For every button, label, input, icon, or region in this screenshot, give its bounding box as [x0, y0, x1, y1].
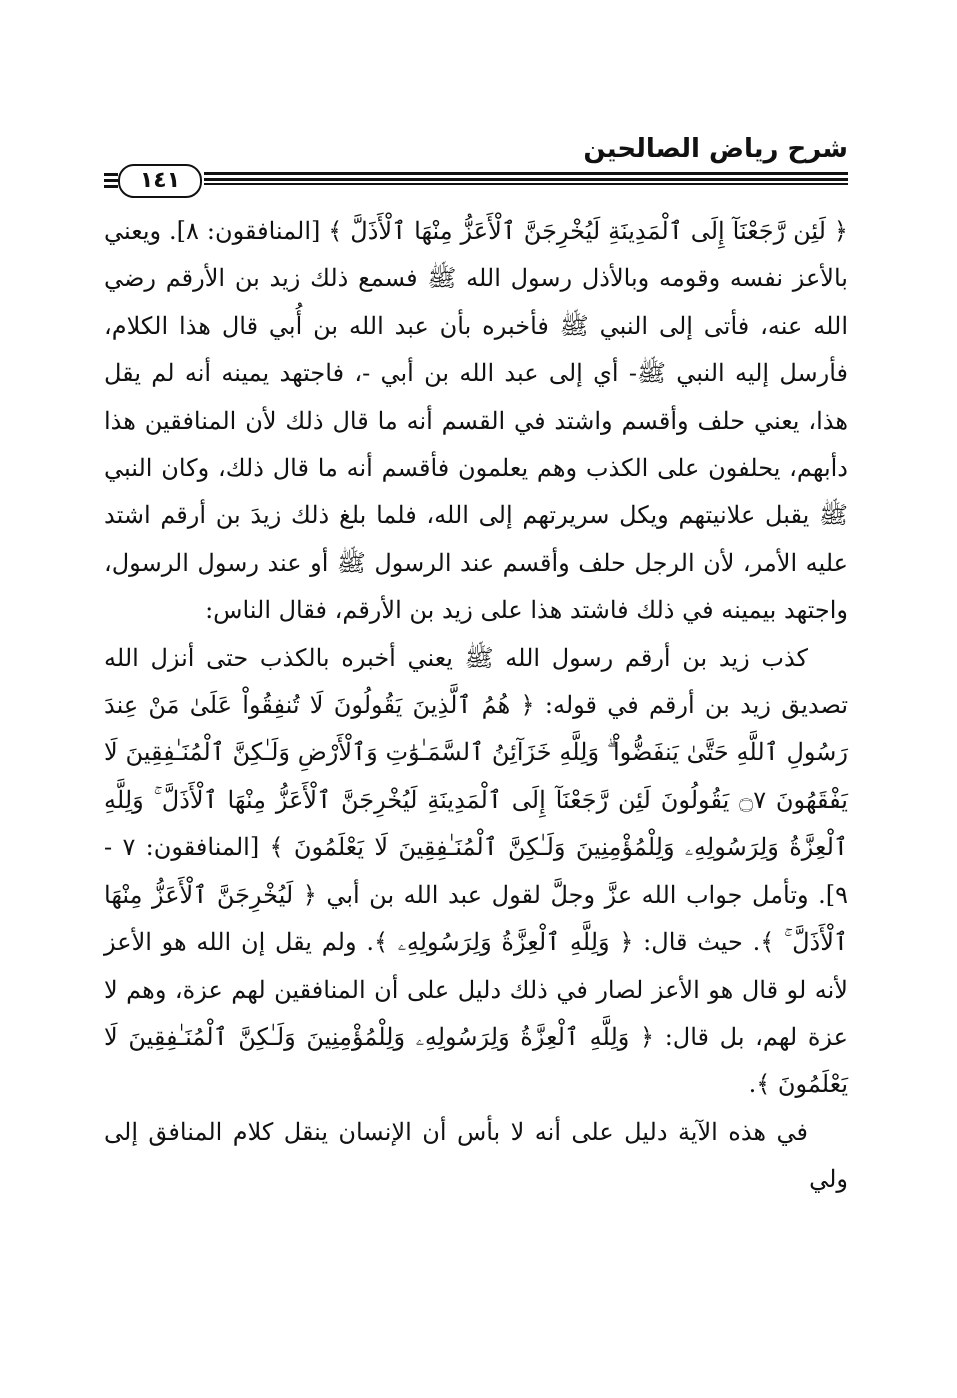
- header-rule-tick: [104, 179, 118, 182]
- page-number: ١٤١: [118, 164, 202, 198]
- body-paragraph: كذب زيد بن أرقم رسول الله ﷺ يعني أخبره بالكذب حتى أنزل الله تصديق زيد بن أرقم في قوله: ﴿ هُمُ ٱلَّذِينَ يَقُولُونَ لَا تُنفِقُواْ عَلَىٰ مَنْ عِندَ رَسُولِ ٱللَّهِ حَتَّىٰ يَنفَضُّواْ ۗ وَلِلَّهِ خَزَآئِنُ ٱلسَّمَـٰوَٰتِ وَٱلْأَرْضِ وَلَـٰكِنَّ ٱلْمُنَـٰفِقِينَ لَا يَفْقَهُونَ ۝٧ يَقُولُونَ لَئِن رَّجَعْنَآ إِلَى ٱلْمَدِينَةِ لَيُخْرِجَنَّ ٱلْأَعَزُّ مِنْهَا ٱلْأَذَلَّ ۚ وَلِلَّهِ ٱلْعِزَّةُ وَلِرَسُولِهِۦ وَلِلْمُؤْمِنِينَ وَلَـٰكِنَّ ٱلْمُنَـٰفِقِينَ لَا يَعْلَمُونَ ﴾ [المنافقون: ٧ - ٩]. وتأمل جواب الله عزَّ وجلَّ لقول عبد الله بن أبي ﴿ لَيُخْرِجَنَّ ٱلْأَعَزُّ مِنْهَا ٱلْأَذَلَّ ۚ ﴾. حيث قال: ﴿ وَلِلَّهِ ٱلْعِزَّةُ وَلِرَسُولِهِۦ ﴾. ولم يقل إن الله هو الأعز لأنه لو قال هو الأعز لصار في ذلك دليل على أن المنافقين لهم عزة، وهم لا عزة لهم، بل قال: ﴿ وَلِلَّهِ ٱلْعِزَّةُ وَلِرَسُولِهِۦ وَلِلْمُؤْمِنِينَ وَلَـٰكِنَّ ٱلْمُنَـٰفِقِينَ لَا يَعْلَمُونَ ﴾.: [104, 643, 848, 1099]
- header-rule-tick: [104, 173, 118, 176]
- header-rules: [204, 172, 848, 186]
- body-paragraph: في هذه الآية دليل على أنه لا بأس أن الإنسان ينقل كلام المنافق إلى ولي: [104, 1117, 848, 1194]
- page-body: [104, 208, 848, 1288]
- book-title: شرح رياض الصالحين: [583, 134, 848, 164]
- header-rule-line: [204, 172, 848, 175]
- header-rule-tick: [104, 185, 118, 188]
- page-header: [104, 128, 848, 193]
- body-paragraph: ﴿ لَئِن رَّجَعْنَآ إِلَى ٱلْمَدِينَةِ لَيُخْرِجَنَّ ٱلْأَعَزُّ مِنْهَا ٱلْأَذَلَّ ﴾ [المنافقون: ٨]. ويعني بالأعز نفسه وقومه وبالأذل رسول الله ﷺ فسمع ذلك زيد بن الأرقم رضي الله عنه، فأتى إلى النبي ﷺ فأخبره بأن عبد الله بن أُبي قال هذا الكلام، فأرسل إليه النبي ﷺ- أي إلى عبد الله بن أبي -، فاجتهد يمينه أنه لم يقل هذا، يعني حلف وأقسم واشتد في القسم أنه ما قال ذلك لأن المنافقين هذا دأبهم، يحلفون على الكذب وهم يعلمون فأقسم أنه ما قال ذلك، وكان النبي ﷺ يقبل علانيتهم ويكل سريرتهم إلى الله، فلما بلغ ذلك زيدَ بن أرقم اشتد عليه الأمر، لأن الرجل حلف وأقسم عند الرسول ﷺ أو عند رسول الرسول، واجتهد بيمينه في ذلك فاشتد هذا على زيد بن الأرقم، فقال الناس:: [104, 217, 848, 625]
- header-rule-line: [204, 178, 848, 181]
- header-rule-line: [204, 183, 848, 185]
